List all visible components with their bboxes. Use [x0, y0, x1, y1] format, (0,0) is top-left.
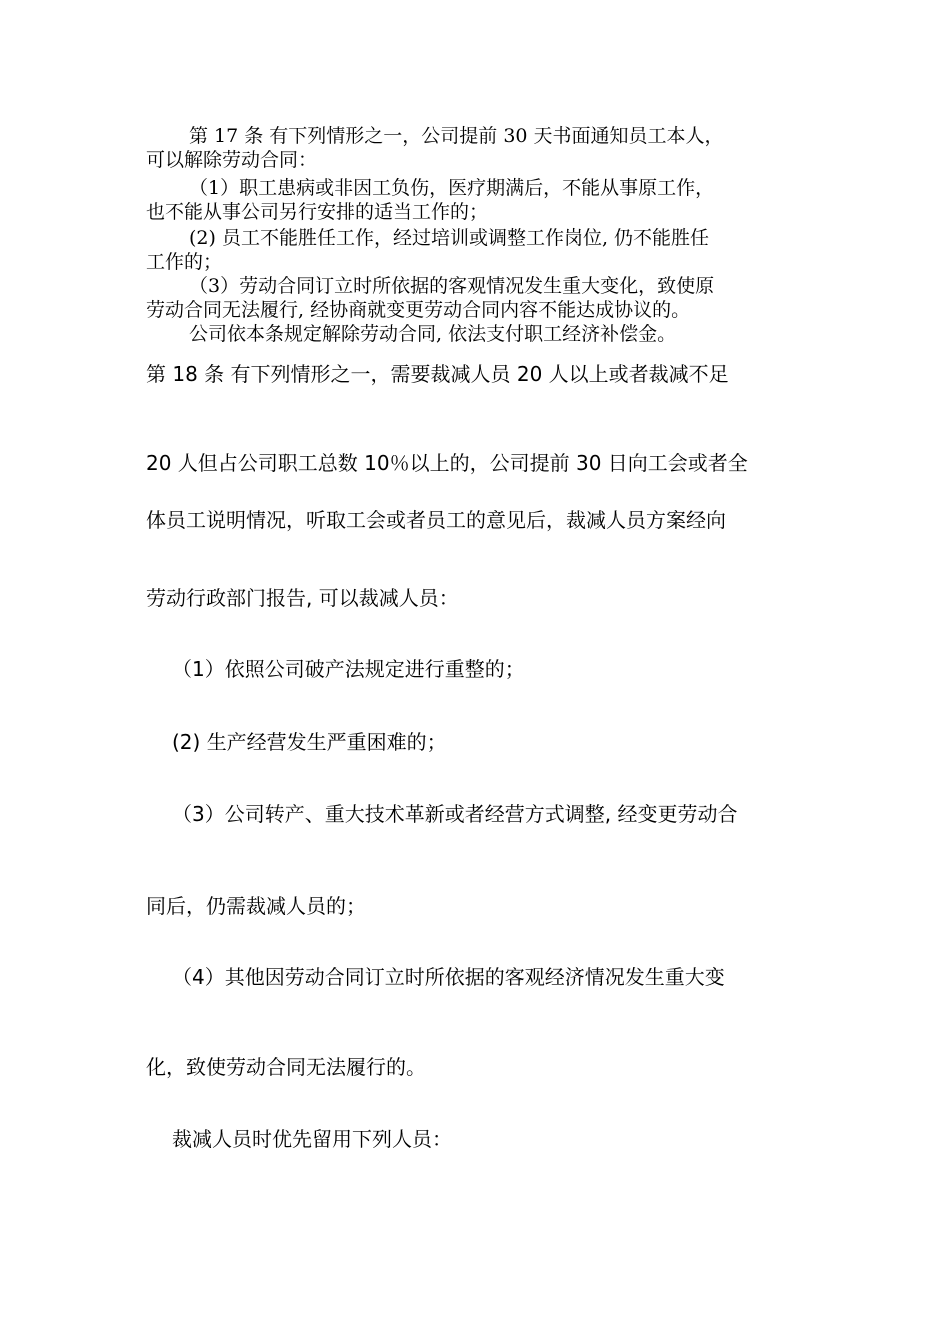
article-17-item-3: （3）劳动合同订立时所依据的客观情况发生重大变化，致使原 [189, 275, 715, 297]
article-17-item-3-continued: 劳动合同无法履行, 经协商就变更劳动合同内容不能达成协议的。 [146, 299, 691, 321]
article-18-heading-continued-1: 20 人但占公司职工总数 10％以上的，公司提前 30 日向工会或者全 [146, 451, 748, 475]
article-18-item-3-continued: 同后，仍需裁减人员的； [146, 894, 366, 918]
article-18-item-2: (2) 生产经营发生严重困难的； [172, 730, 447, 754]
article-17-item-2-continued: 工作的； [146, 251, 223, 273]
article-18-heading-continued-2: 体员工说明情况，听取工会或者员工的意见后，裁减人员方案经向 [146, 508, 726, 532]
article-18-retention: 裁减人员时优先留用下列人员： [172, 1127, 452, 1151]
article-17-item-2: (2) 员工不能胜任工作，经过培训或调整工作岗位, 仍不能胜任 [189, 227, 710, 249]
article-18-heading-continued-3: 劳动行政部门报告, 可以裁减人员： [146, 586, 459, 610]
article-17-heading: 第 17 条 有下列情形之一，公司提前 30 天书面通知员工本人， [189, 125, 724, 147]
article-18-item-4-continued: 化，致使劳动合同无法履行的。 [146, 1055, 426, 1079]
article-18-heading: 第 18 条 有下列情形之一，需要裁减人员 20 人以上或者裁减不足 [146, 362, 729, 386]
article-17-item-1-continued: 也不能从事公司另行安排的适当工作的； [146, 201, 489, 223]
article-18-item-4: （4）其他因劳动合同订立时所依据的客观经济情况发生重大变 [172, 965, 725, 989]
article-17-compensation: 公司依本条规定解除劳动合同, 依法支付职工经济补偿金。 [189, 323, 677, 345]
article-18-item-1: （1）依照公司破产法规定进行重整的； [172, 657, 525, 681]
article-18-item-3: （3）公司转产、重大技术革新或者经营方式调整, 经变更劳动合 [172, 802, 738, 826]
article-17-heading-continued: 可以解除劳动合同： [146, 149, 318, 171]
article-17-item-1: （1）职工患病或非因工负伤，医疗期满后，不能从事原工作， [189, 177, 715, 199]
